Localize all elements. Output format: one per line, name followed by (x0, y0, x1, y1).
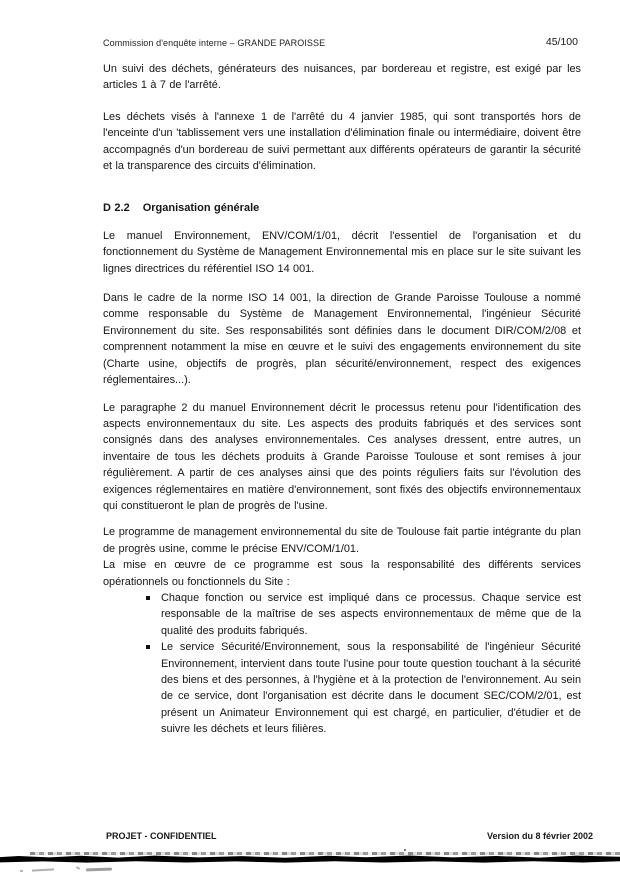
bullet-list (103, 590, 581, 738)
paragraph-waste-tracking: Un suivi des déchets, générateurs des nuisances, par bordereau et registre, est exigé par les articles 1 à 7 de l'arrêté. (103, 63, 581, 92)
page-header (103, 36, 578, 48)
square-bullet-icon (146, 645, 150, 649)
list-item (103, 639, 581, 737)
paragraph-env-manual: Le manuel Environnement, ENV/COM/1/01, décrit l'essentiel de l'organisation et du fonctionnement du Système de Management Environnemental mis en place sur le site suivant les lignes directrices du référentiel ISO 14 001. (103, 229, 581, 275)
scan-artifact-marks (14, 866, 124, 876)
section-number: D 2.2 (103, 202, 130, 215)
section-heading (103, 200, 581, 216)
paragraph-env-aspects: Le paragraphe 2 du manuel Environnement décrit le processus retenu pour l'identification des aspects environnementaux du site. Les aspects des produits fabriqués et des services sont consignés dans des analyses environnementales. Ces analyses dressent, entre autres, un inventaire de tous les déchets produits à Grande Paroisse Toulouse et sont remises à jour régulièrement. A partir de ces analyses ainsi que des points réguliers faits sur l'évolution des exigences réglementaires en matière d'environnement, sont fixés des objectifs environnementaux qui constitueront le plan de progrès de l'usine. (103, 401, 581, 512)
page-footer (106, 831, 593, 841)
paragraph-program-responsibility: La mise en œuvre de ce programme est sous la responsabilité des différents services opérationnels ou fonctionnels du Site : (103, 559, 581, 588)
section-title: Organisation générale (142, 202, 260, 215)
paragraph-iso-responsibility: Dans le cadre de la norme ISO 14 001, la direction de Grande Paroisse Toulouse a nommé comme responsable du Système de Management Environnemental, l'ingénieur Sécurité Environnement du site. Ses responsabilités sont définies dans le document DIR/COM/2/08 et comprennent notamment la mise en œuvre et le suivi des engagements environnement du site (Charte usine, objectifs de progrès, plan sécurité/environnement, respect des exigences réglementaires...). (103, 292, 581, 387)
header-document-title: Commission d'enquête interne – GRANDE PAROISSE (103, 38, 326, 48)
scan-artifact-bar (0, 854, 620, 863)
page-number: 45/100 (545, 36, 578, 48)
paragraph-annex-waste: Les déchets visés à l'annexe 1 de l'arrêté du 4 janvier 1985, qui sont transportés hors de l'enceinte d'un 'tablissement vers une installation d'élimination finale ou intermédiaire, doivent être accompagnés d'un bordereau de suivi permettant aux différents opérateurs de garantir la sécurité et la transparence des circuits d'élimination. (103, 110, 581, 173)
scan-artifact-dot (404, 849, 406, 851)
scan-artifact-fuzz (30, 852, 620, 855)
list-item (103, 590, 581, 639)
bullet-text-services: Chaque fonction ou service est impliqué dans ce processus. Chaque service est responsable de la maîtrise de ses aspects environnementaux de même que de la qualité des produits fabriqués. (161, 591, 581, 637)
footer-version-label: Version du 8 février 2002 (486, 831, 593, 841)
footer-confidential-label: PROJET - CONFIDENTIEL (106, 831, 217, 841)
square-bullet-icon (146, 596, 150, 600)
bullet-text-security-env: Le service Sécurité/Environnement, sous la responsabilité de l'ingénieur Sécurité Environnement, intervient dans toute l'usine pour toute question touchant à la sécurité des biens et des personnes, à l'hygiène et à la protection de l'environnement. Au sein de ce service, dont l'organisation est décrite dans le document SEC/COM/2/01, est présent un Animateur Environnement qui est chargé, en particulier, d'étudier et de suivre les déchets et leurs filières. (161, 641, 581, 736)
paragraph-env-program: Le programme de management environnemental du site de Toulouse fait partie intégrante du plan de progrès usine, comme le précise ENV/COM/1/01. (103, 526, 581, 555)
document-body (103, 61, 581, 738)
